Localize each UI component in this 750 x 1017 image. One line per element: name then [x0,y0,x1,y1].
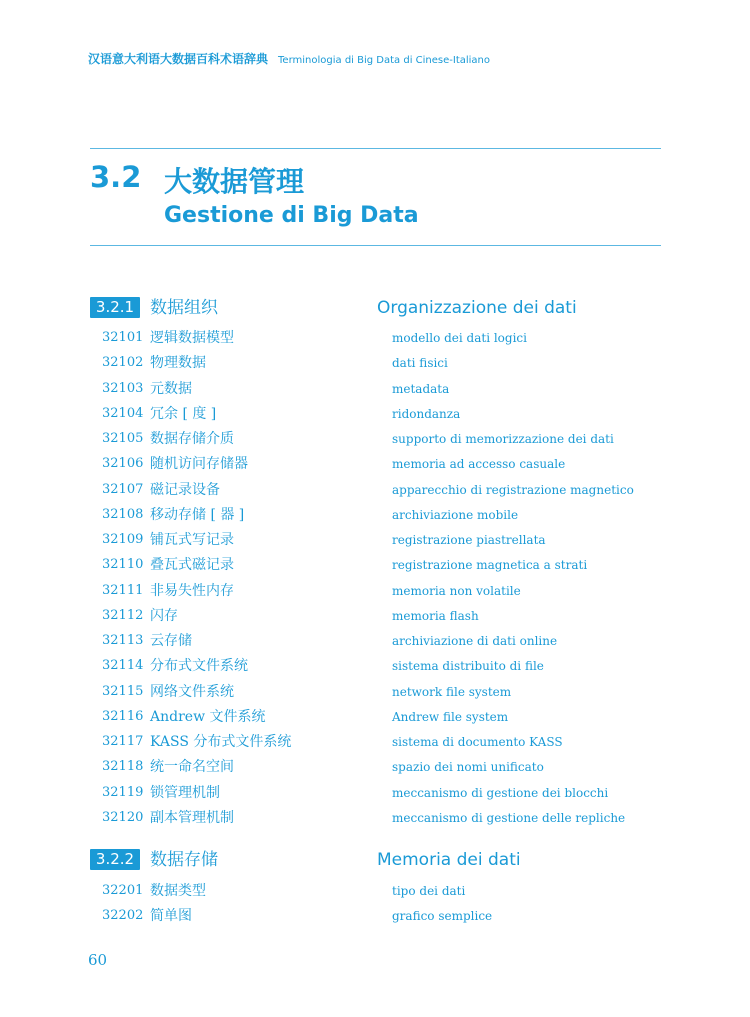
term-italian: memoria non volatile [392,583,521,598]
term-code: 32102 [102,355,144,371]
section-title-cn: 数据存储 [150,850,218,870]
term-code: 32104 [102,405,144,421]
header-title-it: Terminologia di Big Data di Cinese-Italiano [278,55,491,66]
term-code: 32114 [102,658,144,674]
chapter-bottom-rule [90,245,661,246]
term-italian: dati fisici [392,356,448,371]
term-chinese: 副本管理机制 [150,809,234,826]
term-chinese: 冗余 [ 度 ] [150,405,217,422]
term-chinese: 非易失性内存 [150,582,234,599]
term-entry [90,707,662,727]
term-chinese: 分布式文件系统 [150,658,248,675]
term-code: 32106 [102,456,144,472]
term-code: 32101 [102,330,144,345]
section-number-badge: 3.2.2 [90,849,140,870]
term-chinese: 叠瓦式磁记录 [150,557,234,574]
term-entry [90,757,662,777]
term-entry [90,682,662,702]
term-entry [90,732,662,752]
section-title-it: Memoria dei dati [377,850,521,870]
term-chinese: 铺瓦式写记录 [150,532,234,548]
term-code: 32112 [102,607,144,623]
term-italian: meccanismo di gestione delle repliche [392,810,626,825]
term-entry [90,881,662,901]
page-number: 60 [88,951,108,969]
term-italian: registrazione piastrellata [392,533,546,547]
term-code: 32111 [102,582,144,598]
chapter-title-cn: 大数据管理 [164,165,305,198]
chapter-number: 3.2 [90,160,142,194]
term-entry [90,429,662,449]
term-chinese: Andrew 文件系统 [150,708,266,725]
term-italian: Andrew file system [392,709,509,724]
term-entry [90,379,662,399]
term-entry [90,505,662,525]
term-entry [90,353,662,373]
term-code: 32120 [102,809,144,825]
term-code: 32105 [102,431,144,446]
term-entry [90,656,662,676]
term-code: 32109 [102,532,144,547]
term-italian: sistema di documento KASS [392,735,563,749]
section-title-it: Organizzazione dei dati [377,298,577,318]
chapter-top-rule [90,148,661,149]
term-italian: tipo dei dati [392,884,466,898]
term-italian: modello dei dati logici [392,331,527,345]
term-italian: network file system [392,684,512,699]
term-code: 32116 [102,708,144,724]
header-title-cn: 汉语意大利语大数据百科术语辞典 [88,52,269,66]
term-chinese: 物理数据 [150,355,206,372]
term-italian: ridondanza [392,406,461,421]
term-chinese: 磁记录设备 [150,481,220,498]
chapter-title-it: Gestione di Big Data [164,203,419,228]
section-header [90,848,662,872]
term-code: 32117 [102,734,144,749]
term-entry [90,581,662,601]
term-italian: archiviazione mobile [392,507,519,522]
term-code: 32108 [102,506,144,522]
term-entry [90,328,662,348]
term-entry [90,404,662,424]
term-entry [90,555,662,575]
term-italian: memoria flash [392,608,479,623]
term-chinese: 移动存储 [ 器 ] [150,506,245,523]
term-chinese: 统一命名空间 [150,759,234,776]
term-chinese: 随机访问存储器 [150,456,248,473]
section-title-cn: 数据组织 [150,298,218,318]
term-chinese: 锁管理机制 [150,784,220,801]
term-chinese: 元数据 [150,380,192,397]
term-code: 32113 [102,633,144,648]
term-italian: meccanismo di gestione dei blocchi [392,785,609,800]
term-italian: metadata [392,381,450,396]
term-code: 32107 [102,481,144,497]
term-italian: sistema distribuito di file [392,659,544,674]
term-code: 32115 [102,683,144,699]
term-chinese: 数据类型 [150,883,206,899]
term-code: 32201 [102,883,144,898]
term-chinese: 云存储 [150,633,192,649]
term-entry [90,530,662,550]
term-italian: apparecchio di registrazione magnetico [392,482,634,497]
term-chinese: 简单图 [150,908,192,925]
term-chinese: 闪存 [150,607,178,624]
term-italian: supporto di memorizzazione dei dati [392,432,614,446]
term-chinese: 网络文件系统 [150,683,234,700]
term-code: 32103 [102,380,144,396]
term-code: 32202 [102,908,144,924]
term-chinese: 逻辑数据模型 [150,330,234,346]
term-entry [90,606,662,626]
term-entry [90,808,662,828]
running-header [88,48,490,67]
term-entry [90,906,662,926]
term-entry [90,454,662,474]
term-entry [90,783,662,803]
term-entry [90,631,662,651]
term-italian: spazio dei nomi unificato [392,760,544,775]
term-chinese: 数据存储介质 [150,431,234,447]
section-number-badge: 3.2.1 [90,297,140,318]
term-code: 32118 [102,759,144,775]
term-italian: grafico semplice [392,909,493,924]
term-entry [90,480,662,500]
term-code: 32110 [102,557,144,573]
term-code: 32119 [102,784,144,800]
term-italian: registrazione magnetica a strati [392,558,588,573]
section-header [90,296,662,320]
term-italian: archiviazione di dati online [392,634,558,648]
term-chinese: KASS 分布式文件系统 [150,734,292,750]
term-italian: memoria ad accesso casuale [392,457,566,472]
